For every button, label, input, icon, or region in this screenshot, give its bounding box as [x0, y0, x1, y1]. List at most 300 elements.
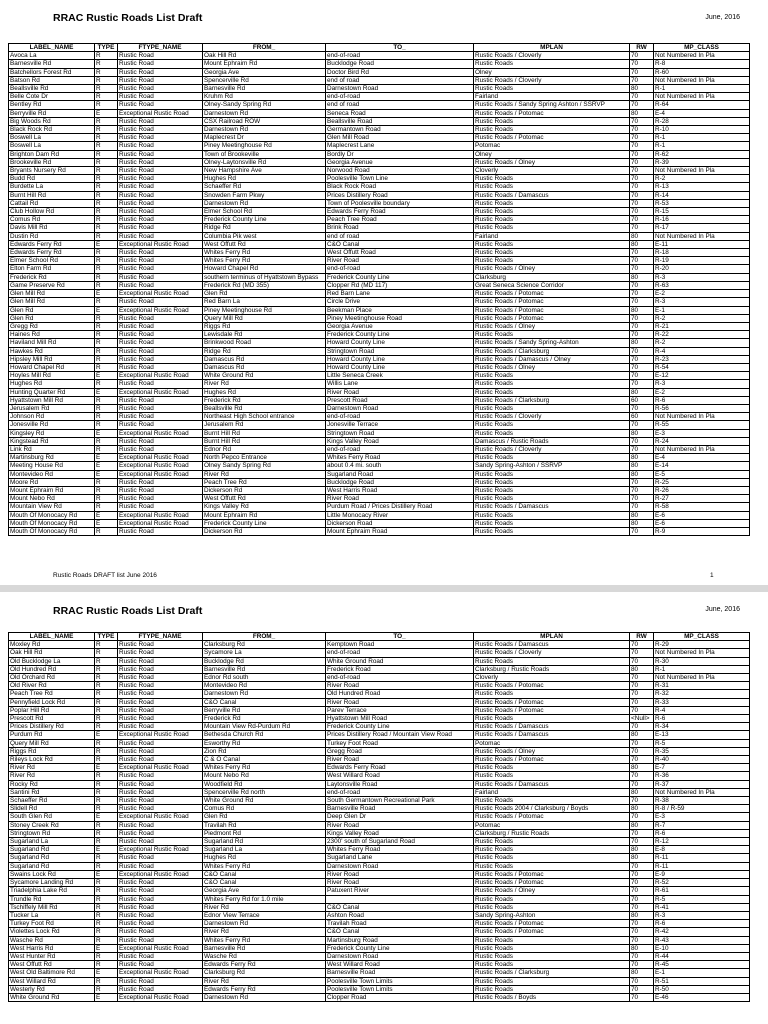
cell-mp-class: E-1	[654, 969, 750, 977]
cell-mp-class: E-6	[654, 511, 750, 519]
cell-label-name: Santini Rd	[9, 788, 95, 796]
cell-type: R	[95, 101, 118, 109]
cell-from: Whites Ferry Rd	[203, 862, 326, 870]
cell-label-name: Old Bucklodge La	[9, 657, 95, 665]
cell-from: Frederick Rd (MD 355)	[203, 281, 326, 289]
cell-from: Olney Sandy Spring Rd	[203, 462, 326, 470]
cell-type: R	[95, 682, 118, 690]
cell-from: Lewisdale Rd	[203, 331, 326, 339]
table-row	[9, 60, 750, 68]
cell-from: Darnestown Rd	[203, 920, 326, 928]
cell-to: Sugarland Lane	[326, 854, 474, 862]
cell-mplan: Rustic Roads	[474, 372, 630, 380]
cell-type: R	[95, 175, 118, 183]
cell-from: Spencerville Rd	[203, 76, 326, 84]
cell-mp-class: R-24	[654, 437, 750, 445]
cell-label-name: Club Hollow Rd	[9, 208, 95, 216]
cell-type: R	[95, 829, 118, 837]
cell-ftype-name: Rustic Road	[118, 961, 203, 969]
cell-ftype-name: Rustic Road	[118, 527, 203, 535]
cell-ftype-name: Rustic Road	[118, 175, 203, 183]
cell-type: R	[95, 895, 118, 903]
cell-mp-class: E-8	[654, 846, 750, 854]
cell-to: Kemptown Road	[326, 641, 474, 649]
cell-mplan: Rustic Roads	[474, 175, 630, 183]
cell-rw: 80	[630, 911, 654, 919]
cell-mplan: Rustic Roads / Clarksburg	[474, 396, 630, 404]
cell-mplan: Rustic Roads / Clarksburg	[474, 969, 630, 977]
cell-type: R	[95, 134, 118, 142]
cell-type: R	[95, 298, 118, 306]
cell-label-name: Riggs Rd	[9, 747, 95, 755]
cell-rw: 70	[630, 706, 654, 714]
cell-mplan: Rustic Roads	[474, 478, 630, 486]
cell-type: R	[95, 445, 118, 453]
cell-from: C&O Canal	[203, 879, 326, 887]
cell-label-name: Trundle Rd	[9, 895, 95, 903]
cell-label-name: Old River Rd	[9, 682, 95, 690]
cell-mp-class: R-60	[654, 68, 750, 76]
cell-ftype-name: Rustic Road	[118, 437, 203, 445]
table-row	[9, 813, 750, 821]
cell-label-name: Beallsville Rd	[9, 85, 95, 93]
table-row	[9, 249, 750, 257]
cell-from: Whites Ferry Rd for 1.0 mile	[203, 895, 326, 903]
table-row	[9, 273, 750, 281]
cell-from: Whites Ferry Rd	[203, 936, 326, 944]
column-header-to: TO_	[326, 633, 474, 641]
cell-type: E	[95, 870, 118, 878]
cell-to: Jonesville Terrace	[326, 421, 474, 429]
cell-to: Laytonsville Road	[326, 780, 474, 788]
cell-mplan: Rustic Roads	[474, 208, 630, 216]
cell-to: West Willard Road	[326, 961, 474, 969]
cell-label-name: Davis Mill Rd	[9, 224, 95, 232]
cell-rw: 70	[630, 347, 654, 355]
cell-label-name: Moxley Rd	[9, 641, 95, 649]
cell-label-name: Haviland Mill Rd	[9, 339, 95, 347]
cell-mp-class: R-31	[654, 682, 750, 690]
cell-ftype-name: Rustic Road	[118, 682, 203, 690]
cell-mp-class: R-7	[654, 821, 750, 829]
table-row	[9, 396, 750, 404]
cell-mplan: Rustic Roads	[474, 862, 630, 870]
cell-mp-class: Not Numbered In Pla	[654, 674, 750, 682]
cell-from: Ridge Rd	[203, 224, 326, 232]
cell-rw: 80	[630, 85, 654, 93]
cell-mplan: Rustic Roads	[474, 249, 630, 257]
cell-from: Northeast High School entrance	[203, 413, 326, 421]
cell-to: Turkey Foot Road	[326, 739, 474, 747]
cell-ftype-name: Rustic Road	[118, 805, 203, 813]
cell-mplan: Rustic Roads / Potomac	[474, 879, 630, 887]
cell-ftype-name: Rustic Road	[118, 126, 203, 134]
cell-from: River Rd	[203, 380, 326, 388]
cell-ftype-name: Rustic Road	[118, 495, 203, 503]
cell-ftype-name: Exceptional Rustic Road	[118, 969, 203, 977]
cell-rw: 70	[630, 199, 654, 207]
page-separator	[0, 585, 768, 592]
cell-rw: 70	[630, 298, 654, 306]
cell-ftype-name: Exceptional Rustic Road	[118, 290, 203, 298]
column-header-ftype-name: FTYPE_NAME	[118, 633, 203, 641]
cell-rw: 70	[630, 649, 654, 657]
cell-to: River Road	[326, 756, 474, 764]
cell-type: R	[95, 495, 118, 503]
cell-rw: 80	[630, 764, 654, 772]
cell-ftype-name: Rustic Road	[118, 191, 203, 199]
cell-label-name: Hyattstown Mill Rd	[9, 396, 95, 404]
cell-type: R	[95, 355, 118, 363]
cell-rw: 70	[630, 739, 654, 747]
cell-rw: 80	[630, 109, 654, 117]
cell-to: Patuxent River	[326, 887, 474, 895]
cell-to: River Road	[326, 698, 474, 706]
cell-ftype-name: Rustic Road	[118, 788, 203, 796]
cell-mp-class: R-35	[654, 747, 750, 755]
cell-from: C & O Canal	[203, 756, 326, 764]
cell-mplan: Rustic Roads	[474, 715, 630, 723]
cell-type: R	[95, 396, 118, 404]
cell-rw: 70	[630, 372, 654, 380]
table-row	[9, 527, 750, 535]
cell-to: West Offutt Road	[326, 249, 474, 257]
cell-mplan: Rustic Roads	[474, 429, 630, 437]
cell-mp-class: Not Numbered In Pla	[654, 232, 750, 240]
cell-mp-class: R-55	[654, 421, 750, 429]
cell-mplan: Rustic Roads	[474, 961, 630, 969]
cell-rw: 70	[630, 486, 654, 494]
document-date: June, 2016	[705, 14, 740, 21]
cell-label-name: Old Hundred Rd	[9, 665, 95, 673]
cell-from: southern terminus of Hyattstown Bypass	[203, 273, 326, 281]
cell-mplan: Rustic Roads / Sandy Spring-Ashton	[474, 339, 630, 347]
cell-to: Frederick County Line	[326, 273, 474, 281]
cell-mplan: Rustic Roads / Potomac	[474, 314, 630, 322]
cell-type: E	[95, 429, 118, 437]
cell-rw: 70	[630, 363, 654, 371]
cell-rw: 70	[630, 175, 654, 183]
cell-label-name: Howard Chapel Rd	[9, 363, 95, 371]
cell-from: Darnestown Rd	[203, 993, 326, 1001]
table-row	[9, 372, 750, 380]
cell-ftype-name: Rustic Road	[118, 879, 203, 887]
cell-rw: 70	[630, 879, 654, 887]
cell-rw: 70	[630, 698, 654, 706]
cell-ftype-name: Rustic Road	[118, 690, 203, 698]
cell-to: about 0.4 mi. south	[326, 462, 474, 470]
cell-mp-class: Not Numbered In Pla	[654, 167, 750, 175]
cell-from: Elmer School Rd	[203, 208, 326, 216]
cell-label-name: Hawkes Rd	[9, 347, 95, 355]
table-row	[9, 306, 750, 314]
cell-label-name: Meeting House Rd	[9, 462, 95, 470]
cell-label-name: Stoney Creek Rd	[9, 821, 95, 829]
cell-mplan: Rustic Roads / Olney	[474, 322, 630, 330]
cell-rw: 70	[630, 314, 654, 322]
cell-mplan: Rustic Roads	[474, 944, 630, 952]
table-row	[9, 208, 750, 216]
cell-from: Ednor Rd	[203, 445, 326, 453]
cell-label-name: Edwards Ferry Rd	[9, 240, 95, 248]
table-row	[9, 93, 750, 101]
cell-mp-class: R-36	[654, 772, 750, 780]
cell-rw: 70	[630, 993, 654, 1001]
cell-type: R	[95, 641, 118, 649]
cell-mp-class: R-2	[654, 339, 750, 347]
cell-to: Beekman Place	[326, 306, 474, 314]
cell-type: R	[95, 126, 118, 134]
cell-from: CSX Railroad ROW	[203, 117, 326, 125]
cell-rw: 70	[630, 895, 654, 903]
cell-from: Darnestown Rd	[203, 126, 326, 134]
cell-mplan: Fairland	[474, 232, 630, 240]
cell-label-name: Hoyles Mill Rd	[9, 372, 95, 380]
cell-from: Hughes Rd	[203, 388, 326, 396]
table-row	[9, 649, 750, 657]
cell-rw: 70	[630, 101, 654, 109]
cell-mp-class: R-30	[654, 657, 750, 665]
cell-mplan: Rustic Roads / Potomac	[474, 682, 630, 690]
cell-from: Query Mill Rd	[203, 314, 326, 322]
cell-mp-class: R-6	[654, 920, 750, 928]
cell-label-name: River Rd	[9, 764, 95, 772]
cell-ftype-name: Rustic Road	[118, 936, 203, 944]
cell-mp-class: R-61	[654, 887, 750, 895]
cell-type: E	[95, 388, 118, 396]
cell-type: R	[95, 347, 118, 355]
cell-label-name: South Glen Rd	[9, 813, 95, 821]
table-row	[9, 199, 750, 207]
cell-label-name: Glen Rd	[9, 306, 95, 314]
cell-to: Kings Valley Road	[326, 437, 474, 445]
cell-to: Sugarland Road	[326, 470, 474, 478]
cell-mp-class: E-7	[654, 764, 750, 772]
cell-mplan: Rustic Roads / Damascus	[474, 780, 630, 788]
table-row	[9, 961, 750, 969]
cell-ftype-name: Rustic Road	[118, 665, 203, 673]
cell-rw: 70	[630, 437, 654, 445]
cell-mp-class: E-9	[654, 870, 750, 878]
cell-mplan: Rustic Roads	[474, 519, 630, 527]
cell-to: Little Seneca Creek	[326, 372, 474, 380]
cell-from: Schaeffer Rd	[203, 183, 326, 191]
cell-ftype-name: Rustic Road	[118, 641, 203, 649]
cell-rw: 70	[630, 93, 654, 101]
table-row	[9, 68, 750, 76]
cell-mp-class: R-4	[654, 706, 750, 714]
cell-mplan: Olney	[474, 68, 630, 76]
cell-mp-class: R-50	[654, 985, 750, 993]
cell-to: Red Barn Lane	[326, 290, 474, 298]
cell-to: West Harris Road	[326, 486, 474, 494]
cell-rw: 80	[630, 454, 654, 462]
cell-ftype-name: Exceptional Rustic Road	[118, 846, 203, 854]
cell-type: R	[95, 60, 118, 68]
cell-from: Esworthy Rd	[203, 739, 326, 747]
cell-type: R	[95, 854, 118, 862]
cell-type: R	[95, 739, 118, 747]
cell-mp-class: R-42	[654, 928, 750, 936]
cell-mp-class: R-58	[654, 503, 750, 511]
cell-mplan: Rustic Roads	[474, 240, 630, 248]
cell-to: Black Rock Road	[326, 183, 474, 191]
table-row	[9, 879, 750, 887]
cell-mplan: Rustic Roads	[474, 495, 630, 503]
column-header-from: FROM_	[203, 633, 326, 641]
cell-to: Hyattstown Mill Road	[326, 715, 474, 723]
cell-to: Deep Glen Dr	[326, 813, 474, 821]
cell-label-name: Peach Tree Rd	[9, 690, 95, 698]
cell-to: Bucklodge Road	[326, 60, 474, 68]
cell-to: Beallsville Road	[326, 117, 474, 125]
cell-label-name: Boswell La	[9, 134, 95, 142]
cell-to: Willis Lane	[326, 380, 474, 388]
cell-mplan: Rustic Roads	[474, 895, 630, 903]
cell-ftype-name: Rustic Road	[118, 478, 203, 486]
cell-mp-class: R-15	[654, 208, 750, 216]
cell-from: Piney Meetinghouse Rd	[203, 306, 326, 314]
table-row	[9, 101, 750, 109]
table-row	[9, 870, 750, 878]
cell-from: Edwards Ferry Rd	[203, 961, 326, 969]
cell-label-name: Mouth Of Monocacy Rd	[9, 519, 95, 527]
cell-mp-class: R-40	[654, 756, 750, 764]
cell-label-name: Glen Mill Rd	[9, 298, 95, 306]
cell-mplan: Potomac	[474, 739, 630, 747]
cell-label-name: Johnson Rd	[9, 413, 95, 421]
cell-mplan: Rustic Roads	[474, 846, 630, 854]
cell-type: R	[95, 911, 118, 919]
cell-mp-class: R-4	[654, 347, 750, 355]
cell-mp-class: E-4	[654, 454, 750, 462]
cell-type: R	[95, 503, 118, 511]
cell-ftype-name: Rustic Road	[118, 68, 203, 76]
cell-to: Stringtown Road	[326, 429, 474, 437]
cell-rw: 80	[630, 273, 654, 281]
cell-mp-class: R-32	[654, 690, 750, 698]
cell-ftype-name: Rustic Road	[118, 674, 203, 682]
table-row	[9, 150, 750, 158]
cell-from: Howard Chapel Rd	[203, 265, 326, 273]
table-row	[9, 895, 750, 903]
cell-rw: 70	[630, 985, 654, 993]
cell-rw: 70	[630, 322, 654, 330]
cell-mplan: Rustic Roads	[474, 126, 630, 134]
cell-to: Town of Poolesville boundary	[326, 199, 474, 207]
cell-label-name: Comus Rd	[9, 216, 95, 224]
cell-rw: 80	[630, 511, 654, 519]
cell-mp-class: R-6	[654, 396, 750, 404]
cell-to: Piney Meetinghouse Road	[326, 314, 474, 322]
cell-mplan: Rustic Roads / Cloverly	[474, 76, 630, 84]
cell-to: end-of-road	[326, 649, 474, 657]
table-row	[9, 854, 750, 862]
cell-label-name: White Ground Rd	[9, 993, 95, 1001]
cell-to: end of road	[326, 76, 474, 84]
table-row	[9, 503, 750, 511]
cell-type: R	[95, 723, 118, 731]
cell-from: Whites Ferry Rd	[203, 764, 326, 772]
cell-to: Bordly Dr	[326, 150, 474, 158]
cell-label-name: Montevideo Rd	[9, 470, 95, 478]
cell-rw: 70	[630, 52, 654, 60]
cell-rw: 70	[630, 903, 654, 911]
cell-to: Darnestown Road	[326, 404, 474, 412]
cell-label-name: Mountain View Rd	[9, 503, 95, 511]
cell-rw: <Null>	[630, 715, 654, 723]
cell-label-name: Oak Hill Rd	[9, 649, 95, 657]
table-row	[9, 747, 750, 755]
cell-mplan: Rustic Roads / Damascus	[474, 731, 630, 739]
cell-mp-class: R-1	[654, 134, 750, 142]
cell-label-name: Black Rock Rd	[9, 126, 95, 134]
cell-ftype-name: Rustic Road	[118, 322, 203, 330]
cell-label-name: Jonesville Rd	[9, 421, 95, 429]
cell-type: R	[95, 805, 118, 813]
cell-mplan: Sandy Spring-Ashton	[474, 911, 630, 919]
cell-to: Stringtown Road	[326, 347, 474, 355]
column-header-ftype-name: FTYPE_NAME	[118, 44, 203, 52]
cell-to: Ashton Road	[326, 911, 474, 919]
cell-ftype-name: Exceptional Rustic Road	[118, 731, 203, 739]
cell-label-name: Glen Mill Rd	[9, 290, 95, 298]
cell-mplan: Rustic Roads / Sandy Spring Ashton / SSRVP	[474, 101, 630, 109]
cell-ftype-name: Rustic Road	[118, 232, 203, 240]
cell-mp-class: R-5	[654, 739, 750, 747]
cell-label-name: West Offutt Rd	[9, 961, 95, 969]
table-row	[9, 846, 750, 854]
cell-type: R	[95, 977, 118, 985]
cell-to: end-of-road	[326, 674, 474, 682]
cell-from: Bethesda Church Rd	[203, 731, 326, 739]
cell-from: Sycamore La	[203, 649, 326, 657]
cell-to: Seneca Road	[326, 109, 474, 117]
table-row	[9, 126, 750, 134]
cell-to: Circle Drive	[326, 298, 474, 306]
cell-ftype-name: Rustic Road	[118, 503, 203, 511]
cell-mp-class: R-17	[654, 224, 750, 232]
cell-ftype-name: Rustic Road	[118, 257, 203, 265]
table-row	[9, 519, 750, 527]
cell-from: Mount Nebo Rd	[203, 772, 326, 780]
cell-mplan: Rustic Roads / Cloverly	[474, 413, 630, 421]
cell-ftype-name: Rustic Road	[118, 928, 203, 936]
cell-rw: 80	[630, 470, 654, 478]
cell-label-name: Tschiffely Mill Rd	[9, 903, 95, 911]
cell-mp-class: E-13	[654, 731, 750, 739]
cell-from: Piney Meetinghouse Rd	[203, 142, 326, 150]
cell-to: Whites Ferry Road	[326, 846, 474, 854]
cell-label-name: Sycamore Landing Rd	[9, 879, 95, 887]
cell-ftype-name: Rustic Road	[118, 911, 203, 919]
cell-type: R	[95, 76, 118, 84]
cell-ftype-name: Rustic Road	[118, 445, 203, 453]
cell-ftype-name: Rustic Road	[118, 380, 203, 388]
cell-mp-class: R-29	[654, 641, 750, 649]
cell-type: R	[95, 887, 118, 895]
cell-label-name: Query Mill Rd	[9, 739, 95, 747]
cell-ftype-name: Rustic Road	[118, 224, 203, 232]
cell-type: R	[95, 747, 118, 755]
cell-mplan: Rustic Roads / Potomac	[474, 290, 630, 298]
cell-from: Comus Rd	[203, 805, 326, 813]
cell-type: R	[95, 413, 118, 421]
cell-rw: 80	[630, 232, 654, 240]
cell-rw: 80	[630, 846, 654, 854]
cell-label-name: Sugarland La	[9, 838, 95, 846]
cell-from: Oak Hill Rd	[203, 52, 326, 60]
